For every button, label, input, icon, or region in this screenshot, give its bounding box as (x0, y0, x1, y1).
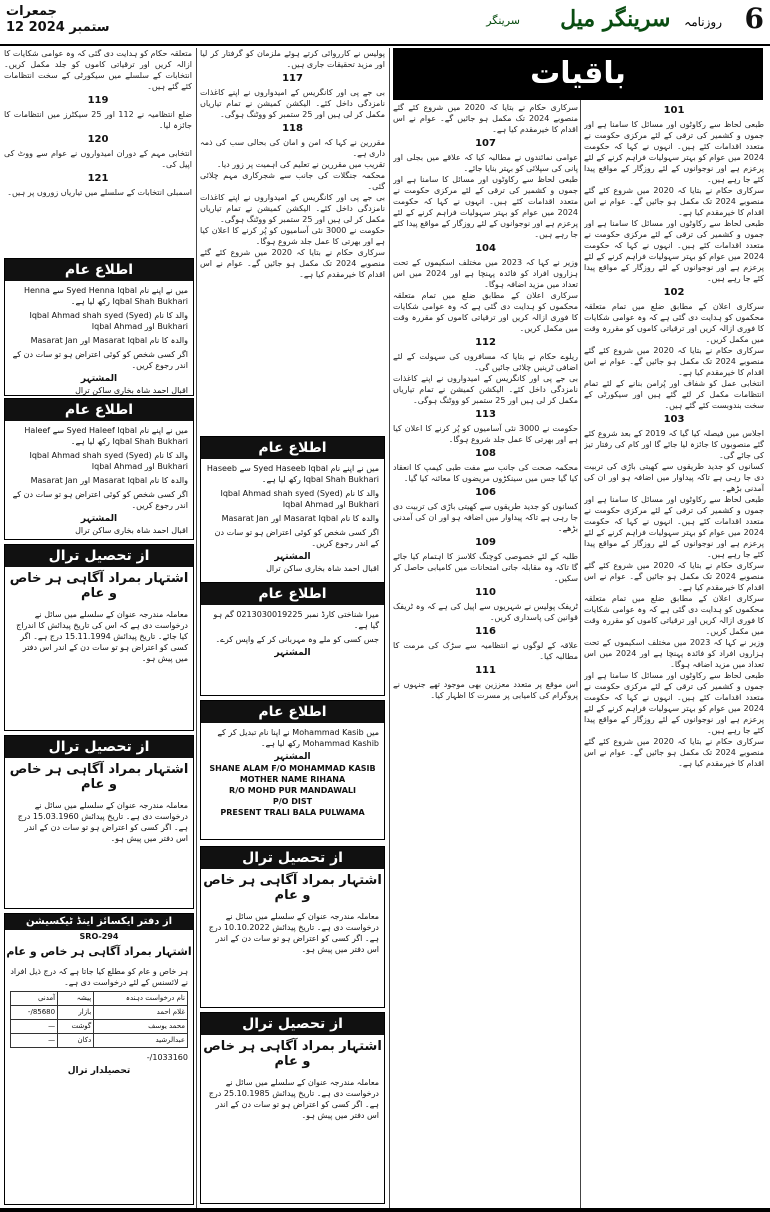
continuation-text: پولیس نے کارروائی کرتے ہوئے ملزمان کو گرفتار کر لیا اور مزید تحقیقات جاری ہیں۔ (200, 49, 385, 69)
notice-text: معاملہ مندرجہ عنوان کے سلسلے میں سائل نے درخواست دی ہے کہ اس کی تاریخ پیدائش کا اندراج کیا جائے۔ تاریخ پیدائش 15.11.1994 درج ہے۔ اگر کسی کو اعتراض ہو تو سات دن کے اندر اس دفتر میں پیش ہو۔ (16, 610, 188, 663)
continuation-text: سرکاری حکام نے بتایا کہ 2020 میں شروع کئے گئے منصوبے 2024 تک مکمل ہو جائیں گے۔ عوام نے اس اقدام کا خیرمقدم کیا ہے۔ (584, 561, 764, 592)
continuation-number: 110 (475, 587, 496, 598)
day-label: جمعرات (6, 4, 58, 19)
table-header: آمدنی (11, 992, 58, 1006)
page-footer-rule (0, 1208, 770, 1212)
continuation-number: 108 (475, 448, 496, 459)
continuation-text: تقریب میں مقررین نے تعلیم کی اہمیت پر زور دیا۔ (216, 160, 385, 169)
tehsil-notice-3 (200, 846, 385, 1008)
continuation-text: اجلاس میں فیصلہ کیا گیا کہ 2019 کے بعد شروع کئے گئے منصوبوں کا جائزہ لیا جائے گا اور کام کی رفتار تیز کی جائے گی۔ (584, 429, 764, 460)
continuation-text: حکومت نے 3000 نئی آسامیوں کو پُر کرنے کا اعلان کیا ہے اور بھرتی کا عمل جلد شروع ہوگا۔ (393, 424, 578, 444)
notice-address: اقبال احمد شاہ بخاری ساکن ترال (75, 386, 188, 395)
table-header: نام درخواست دہندہ (94, 992, 188, 1006)
table-row (11, 1020, 188, 1034)
notice-amount: 1033160/- (146, 1053, 188, 1062)
column-divider (580, 48, 581, 1208)
continuation-text: سرکاری حکام نے بتایا کہ 2020 میں شروع کئے گئے منصوبے 2024 تک مکمل ہو جائیں گے۔ عوام نے اس اقدام کا خیرمقدم کیا ہے۔ (584, 186, 764, 217)
continuation-number: 121 (87, 173, 109, 184)
continuation-text: طبعی لحاظ سے رکاوٹوں اور مسائل کا سامنا ہے اور جموں و کشمیر کی ترقی کے لئے مرکزی حکومت نے متعدد اقدامات کئے ہیں۔ انہوں نے کہا کہ حکومت 2024 میں عوام کو بہتر سہولیات فراہم کرنے کے لئے پرعزم ہے اور نوجوانوں کے لئے روزگار کے مواقع پیدا کئے جا رہے ہیں۔ (584, 120, 764, 184)
table-cell: — (11, 1034, 58, 1048)
notice-signature: المشتہر (80, 374, 118, 384)
continuation-number: 116 (475, 626, 496, 637)
notice-line: جس کسی کو ملے وہ مہربانی کر کے واپس کرے۔ (215, 635, 379, 644)
continuation-number: 120 (87, 134, 109, 145)
notice-text: معاملہ مندرجہ عنوان کے سلسلے میں سائل نے درخواست دی ہے۔ تاریخ پیدائش 25.10.1985 درج ہے۔ اگر کسی کو اعتراض ہو تو سات دن کے اندر اس دفتر میں پیش ہو۔ (208, 1078, 379, 1120)
table-row (11, 1006, 188, 1020)
notice-title: اطلاع عام (201, 583, 384, 605)
continuation-text: سرکاری حکام نے بتایا کہ 2020 میں شروع کئے گئے منصوبے 2024 تک مکمل ہو جائیں گے۔ عوام نے اس اقدام کا خیرمقدم کیا ہے۔ (200, 248, 385, 279)
notice-line: والد کا نام (Syed) Iqbal Ahmad shah syed Bukhari اور Iqbal Ahmad (29, 311, 188, 331)
continuation-number: 117 (282, 73, 303, 84)
notice-footer: تحصیلدار ترال (67, 1066, 131, 1076)
continuation-text: سرکاری اعلان کے مطابق ضلع میں تمام متعلقہ محکموں کو ہدایت دی گئی ہے کہ وہ عوامی شکایات کا فوری ازالہ کریں اور ترقیاتی کاموں کو مقررہ وقت میں مکمل کریں۔ (584, 594, 764, 636)
notice-office: از تحصیل ترال (201, 847, 384, 869)
notice-signature: المشتہر (274, 648, 311, 658)
continuation-text: کسانوں کو جدید طریقوں سے کھیتی باڑی کی تربیت دی جا رہی ہے تاکہ پیداوار میں اضافہ ہو اور ان کی آمدنی بڑھے۔ (584, 462, 764, 493)
notice-signature: المشتہر (80, 514, 118, 524)
table-cell: — (11, 1020, 58, 1034)
paper-name: سرینگر میل (560, 6, 671, 32)
public-notice-5 (200, 700, 385, 840)
continuation-text: ضلع انتظامیہ نے 112 اور 25 سیکٹرز میں انتظامات کا جائزہ لیا۔ (4, 110, 192, 130)
notice-line: SHANE ALAM F/O MOHAMMAD KASIB (209, 764, 376, 773)
continuation-number: 101 (663, 105, 685, 116)
center-right-column (393, 102, 578, 1202)
continuation-number: 107 (475, 138, 496, 149)
notice-office: از تحصیل ترال (201, 1013, 384, 1035)
notice-line: والدہ کا نام Masarat Iqbal اور Masarat Jan (30, 336, 188, 345)
notice-signature: المشتہر (274, 552, 311, 562)
continuation-text: بی جے پی اور کانگریس کے امیدواروں نے اپنے کاغذات نامزدگی داخل کئے۔ الیکشن کمیشن نے تمام تیاریاں مکمل کر لی ہیں اور 25 ستمبر کو ووٹنگ ہوگی۔ (200, 193, 385, 224)
page-number: 6 (744, 2, 764, 35)
continuation-text: بی جے پی اور کانگریس کے امیدواروں نے اپنے کاغذات نامزدگی داخل کئے۔ الیکشن کمیشن نے تمام تیاریاں مکمل کر لی ہیں اور 25 ستمبر کو ووٹنگ ہوگی۔ (393, 374, 578, 405)
middle-column-top (200, 48, 385, 428)
continuation-number: 104 (475, 243, 496, 254)
continuation-text: طبعی لحاظ سے رکاوٹوں اور مسائل کا سامنا ہے اور جموں و کشمیر کی ترقی کے لئے مرکزی حکومت نے متعدد اقدامات کئے ہیں۔ انہوں نے کہا کہ حکومت 2024 میں عوام کو بہتر سہولیات فراہم کرنے کے لئے پرعزم ہے اور نوجوانوں کے لئے روزگار کے مواقع پیدا کئے جا رہے ہیں۔ (393, 175, 578, 239)
continuation-number: 102 (663, 287, 685, 298)
notice-line: والد کا نام (Syed) Iqbal Ahmad shah syed Bukhari اور Iqbal Ahmad (220, 489, 379, 509)
notice-title: اطلاع عام (201, 437, 384, 459)
notice-office: از تحصیل ترال (5, 736, 193, 758)
table-header-row (11, 992, 188, 1006)
notice-text: ہر خاص و عام کو مطلع کیا جاتا ہے کہ درج ذیل افراد نے لائسنس کے لئے درخواست دی ہے۔ (10, 967, 188, 987)
continuation-text: محکمہ صحت کی جانب سے مفت طبی کیمپ کا انعقاد کیا گیا جس میں سینکڑوں مریضوں کا معائنہ کیا گیا۔ (393, 463, 578, 483)
continuation-text: انتخابی مہم کے دوران امیدواروں نے عوام سے ووٹ کی اپیل کی۔ (4, 149, 192, 169)
table-cell: دکان (58, 1034, 94, 1048)
date-label: 12 ستمبر 2024 (6, 20, 110, 35)
tehsil-notice-2 (4, 735, 194, 909)
tehsil-notice-4 (200, 1012, 385, 1204)
notice-line: P/O DIST (272, 797, 313, 806)
notice-address: اقبال احمد شاہ بخاری ساکن ترال (75, 526, 188, 535)
continuation-number: 118 (282, 123, 303, 134)
continuation-text: عوامی نمائندوں نے مطالبہ کیا کہ علاقے میں بجلی اور پانی کی سپلائی کو بہتر بنایا جائے۔ (393, 153, 578, 173)
continuation-text: طبعی لحاظ سے رکاوٹوں اور مسائل کا سامنا ہے اور جموں و کشمیر کی ترقی کے لئے مرکزی حکومت نے متعدد اقدامات کئے ہیں۔ انہوں نے کہا کہ حکومت 2024 میں عوام کو بہتر سہولیات فراہم کرنے کے لئے پرعزم ہے اور نوجوانوں کے لئے روزگار کے مواقع پیدا کئے جا رہے ہیں۔ (584, 219, 764, 283)
excise-notice (4, 913, 194, 1205)
notice-line: میں نے اپنے نام Syed Henna Iqbal سے Henna Iqbal Shah Bukhari رکھ لیا ہے۔ (23, 286, 188, 306)
continuation-text: محکمہ جنگلات کی جانب سے شجرکاری مہم چلائی گئی۔ (200, 171, 385, 191)
continuation-text: اس موقع پر متعدد معززین بھی موجود تھے جنہوں نے پروگرام کی کامیابی پر مسرت کا اظہار کیا۔ (393, 680, 578, 700)
notice-text: معاملہ مندرجہ عنوان کے سلسلے میں سائل نے درخواست دی ہے۔ تاریخ پیدائش 10.10.2022 درج ہے۔ اگر کسی کو اعتراض ہو تو سات دن کے اندر اس دفتر میں پیش ہو۔ (208, 912, 379, 954)
continuation-text: مقررین نے کہا کہ امن و امان کی بحالی سب کی ذمہ داری ہے۔ (200, 138, 385, 158)
continuation-text: سرکاری اعلان کے مطابق ضلع میں تمام متعلقہ محکموں کو ہدایت دی گئی ہے کہ وہ عوامی شکایات کا فوری ازالہ کریں اور ترقیاتی کاموں کو مقررہ وقت میں مکمل کریں۔ (393, 291, 578, 333)
paper-prefix: روزنامہ (684, 15, 722, 29)
continuation-text: وزیر نے کہا کہ 2023 میں مختلف اسکیموں کے تحت ہزاروں افراد کو فائدہ پہنچا ہے اور 2024 میں اس تعداد میں مزید اضافہ ہوگا۔ (584, 638, 764, 669)
notice-line: PRESENT TRALI BALA PULWAMA (220, 808, 365, 817)
column-divider (196, 48, 197, 1208)
notice-line: R/O MOHD PUR MANDAWALI (229, 786, 356, 795)
table-cell: گوشت (58, 1020, 94, 1034)
notice-line: میرا شناختی کارڈ نمبر 0213030019225 گم ہو گیا ہے۔ (213, 610, 379, 630)
section-title: باقیات (393, 48, 763, 100)
applicant-table (10, 991, 188, 1048)
continuation-text: طلبہ کے لئے خصوصی کوچنگ کلاسز کا اہتمام کیا جائے گا تاکہ وہ مقابلہ جاتی امتحانات میں کامیابی حاصل کر سکیں۔ (393, 552, 578, 583)
notice-subhead: اشتہار بمراد آگاہی ہر خاص و عام (203, 1039, 382, 1069)
continuation-text: طبعی لحاظ سے رکاوٹوں اور مسائل کا سامنا ہے اور جموں و کشمیر کی ترقی کے لئے مرکزی حکومت نے متعدد اقدامات کئے ہیں۔ انہوں نے کہا کہ حکومت 2024 میں عوام کو بہتر سہولیات فراہم کرنے کے لئے پرعزم ہے اور نوجوانوں کے لئے روزگار کے مواقع پیدا کئے جا رہے ہیں۔ (584, 495, 764, 559)
notice-address: اقبال احمد شاہ بخاری ساکن ترال (266, 564, 379, 573)
continuation-text: سرکاری حکام نے بتایا کہ 2020 میں شروع کئے گئے منصوبے 2024 تک مکمل ہو جائیں گے۔ عوام نے اس اقدام کا خیرمقدم کیا ہے۔ (584, 346, 764, 377)
continuation-number: 106 (475, 487, 496, 498)
public-notice-1 (4, 258, 194, 396)
left-column-top (4, 48, 192, 253)
notice-subhead: اشتہار بمراد آگاہی ہر خاص و عام (6, 945, 192, 958)
notice-office: از دفتر ایکسائز اینڈ ٹیکسیشن (5, 914, 193, 930)
continuation-text: حکومت نے 3000 نئی آسامیوں کو پُر کرنے کا اعلان کیا ہے اور بھرتی کا عمل جلد شروع ہوگا۔ (200, 226, 385, 246)
table-cell: غلام احمد (94, 1006, 188, 1020)
continuation-text: سرکاری اعلان کے مطابق ضلع میں تمام متعلقہ محکموں کو ہدایت دی گئی ہے کہ وہ عوامی شکایات کا فوری ازالہ کریں اور ترقیاتی کاموں کو مقررہ وقت میں مکمل کریں۔ (584, 302, 764, 344)
continuation-text: متعلقہ حکام کو ہدایت دی گئی کہ وہ عوامی شکایات کا ازالہ کریں اور ترقیاتی کاموں کو جلد مکمل کریں۔ انتخابات کے سلسلے میں سیکورٹی کے سخت انتظامات کئے گئے ہیں۔ (4, 49, 192, 91)
continuation-text: ریلوے حکام نے بتایا کہ مسافروں کی سہولت کے لئے اضافی ٹرینیں چلائی جائیں گی۔ (393, 352, 578, 372)
continuation-text: سرکاری حکام نے بتایا کہ 2020 میں شروع کئے گئے منصوبے 2024 تک مکمل ہو جائیں گے۔ عوام نے اس اقدام کا خیرمقدم کیا ہے۔ (393, 103, 578, 134)
notice-signature: المشتہر (274, 752, 311, 762)
continuation-text: کسانوں کو جدید طریقوں سے کھیتی باڑی کی تربیت دی جا رہی ہے تاکہ پیداوار میں اضافہ ہو اور ان کی آمدنی بڑھے۔ (393, 502, 578, 533)
notice-line: میں نے اپنے نام Syed Haleef Iqbal سے Haleef Iqbal Shah Bukhari رکھ لیا ہے۔ (24, 426, 188, 446)
continuation-text: طبعی لحاظ سے رکاوٹوں اور مسائل کا سامنا ہے اور جموں و کشمیر کی ترقی کے لئے مرکزی حکومت نے متعدد اقدامات کئے ہیں۔ انہوں نے کہا کہ حکومت 2024 میں عوام کو بہتر سہولیات فراہم کرنے کے لئے پرعزم ہے اور نوجوانوں کے لئے روزگار کے مواقع پیدا کئے جا رہے ہیں۔ (584, 671, 764, 735)
table-header: پیشہ (58, 992, 94, 1006)
table-row (11, 1034, 188, 1048)
notice-line: والدہ کا نام Masarat Iqbal اور Masarat Jan (221, 514, 379, 523)
public-notice-4 (200, 582, 385, 696)
public-notice-3 (200, 436, 385, 588)
continuation-text: سرکاری حکام نے بتایا کہ 2020 میں شروع کئے گئے منصوبے 2024 تک مکمل ہو جائیں گے۔ عوام نے اس اقدام کا خیرمقدم کیا ہے۔ (584, 737, 764, 768)
notice-subhead: اشتہار بمراد آگاہی ہر خاص و عام (9, 762, 189, 792)
notice-title: اطلاع عام (201, 701, 384, 723)
notice-title: اطلاع عام (5, 259, 193, 281)
continuation-number: 109 (475, 537, 496, 548)
column-divider (389, 48, 390, 1208)
table-cell: عبدالرشید (94, 1034, 188, 1048)
notice-title: اطلاع عام (5, 399, 193, 421)
notice-line: میں Mohammad Kasib نے اپنا نام تبدیل کر کے Mohammad Kashib رکھ لیا ہے۔ (217, 728, 379, 748)
continuation-number: 111 (475, 665, 496, 676)
notice-subhead: اشتہار بمراد آگاہی ہر خاص و عام (9, 571, 189, 601)
notice-line: اگر کسی شخص کو کوئی اعتراض ہو تو سات دن کے اندر رجوع کریں۔ (12, 490, 188, 510)
notice-line: اگر کسی شخص کو کوئی اعتراض ہو تو سات دن کے اندر رجوع کریں۔ (12, 350, 188, 370)
notice-text: معاملہ مندرجہ عنوان کے سلسلے میں سائل نے درخواست دی ہے۔ تاریخ پیدائش 15.03.1960 درج ہے۔ اگر کسی کو اعتراض ہو تو سات دن کے اندر اس دفتر میں پیش ہو۔ (17, 801, 188, 843)
continuation-text: اسمبلی انتخابات کے سلسلے میں تیاریاں زوروں پر ہیں۔ (7, 188, 192, 197)
masthead (560, 6, 722, 32)
right-column (584, 102, 764, 1202)
continuation-text: انتخابی عمل کو شفاف اور پُرامن بنانے کے لئے تمام انتظامات مکمل کر لئے گئے ہیں اور سیکورٹی کے سخت بندوبست کئے گئے ہیں۔ (584, 379, 764, 410)
date-box (6, 4, 110, 36)
notice-line: والد کا نام (Syed) Iqbal Ahmad shah syed Bukhari اور Iqbal Ahmad (29, 451, 188, 471)
page-header (0, 0, 770, 46)
continuation-text: ٹریفک پولیس نے شہریوں سے اپیل کی ہے کہ وہ ٹریفک قوانین کی پاسداری کریں۔ (393, 602, 578, 622)
public-notice-2 (4, 398, 194, 540)
table-cell: بازار (58, 1006, 94, 1020)
notice-subhead: اشتہار بمراد آگاہی ہر خاص و عام (203, 873, 382, 903)
tehsil-notice-1 (4, 544, 194, 731)
continuation-text: وزیر نے کہا کہ 2023 میں مختلف اسکیموں کے تحت ہزاروں افراد کو فائدہ پہنچا ہے اور 2024 میں اس تعداد میں مزید اضافہ ہوگا۔ (393, 258, 578, 289)
table-cell: محمد یوسف (94, 1020, 188, 1034)
continuation-number: 103 (663, 414, 685, 425)
notice-line: اگر کسی شخص کو کوئی اعتراض ہو تو سات دن کے اندر رجوع کریں۔ (214, 528, 379, 548)
table-cell: 85680/- (11, 1006, 58, 1020)
continuation-number: 112 (475, 337, 496, 348)
notice-ref: SRO-294 (79, 932, 119, 941)
notice-line: والدہ کا نام Masarat Iqbal اور Masarat Jan (30, 476, 188, 485)
city-label: سرینگر (486, 14, 520, 27)
notice-line: میں نے اپنے نام Syed Haseeb Iqbal سے Haseeb Iqbal Shah Bukhari رکھ لیا ہے۔ (206, 464, 379, 484)
continuation-text: علاقہ کے لوگوں نے انتظامیہ سے سڑک کی مرمت کا مطالبہ کیا۔ (393, 641, 578, 661)
continuation-number: 119 (87, 95, 109, 106)
continuation-number: 113 (475, 409, 496, 420)
notice-line: MOTHER NAME RIHANA (239, 775, 346, 784)
notice-office: از تحصیل ترال (5, 545, 193, 567)
continuation-text: بی جے پی اور کانگریس کے امیدواروں نے اپنے کاغذات نامزدگی داخل کئے۔ الیکشن کمیشن نے تمام تیاریاں مکمل کر لی ہیں اور 25 ستمبر کو ووٹنگ ہوگی۔ (200, 88, 385, 119)
